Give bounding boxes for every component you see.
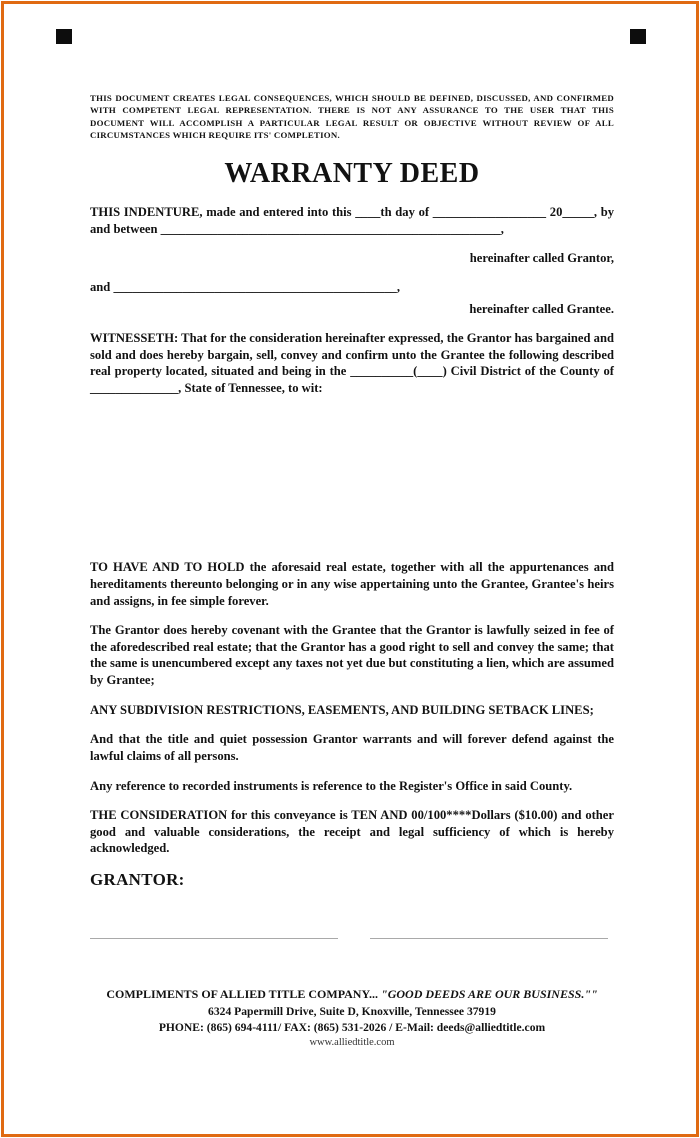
- subdivision-restrictions-paragraph: ANY SUBDIVISION RESTRICTIONS, EASEMENTS, AND BUILDING SETBACK LINES;: [90, 702, 594, 717]
- grantor-signature-line-2: [370, 924, 608, 939]
- indenture-paragraph: THIS INDENTURE, made and entered into this ____th day of __________________ 20_____, by and between ______________________________________________________,: [90, 204, 614, 236]
- registration-mark-left: [56, 29, 72, 44]
- covenant-paragraph: The Grantor does hereby covenant with the Grantee that the Grantor is lawfully seized in fee of the aforedescribed real estate; that the Grantor has a good right to sell and convey the same; that the same is unencumbered except any taxes not yet due but constituting a lien, which are assumed by Grantee;: [90, 623, 614, 688]
- signature-row: [90, 924, 614, 939]
- registration-mark-right: [630, 29, 646, 44]
- defend-claims-paragraph: And that the title and quiet possession Grantor warrants and will forever defend against the lawful claims of all persons.: [90, 732, 614, 763]
- company-footer: [90, 987, 614, 1048]
- register-office-paragraph: Any reference to recorded instruments is reference to the Register's Office in said County.: [90, 778, 573, 793]
- footer-address: 6324 Papermill Drive, Suite D, Knoxville, Tennessee 37919: [208, 1004, 496, 1018]
- footer-slogan: "GOOD DEEDS ARE OUR BUSINESS."": [381, 986, 598, 1001]
- grantee-tag-line: hereinafter called Grantee.: [469, 302, 614, 317]
- footer-website: www.alliedtitle.com: [309, 1036, 395, 1048]
- grantor-tag-line: hereinafter called Grantor,: [469, 251, 614, 266]
- grantor-signature-line-1: [90, 924, 338, 939]
- document-content: [90, 0, 614, 1048]
- footer-phone-fax-email: PHONE: (865) 694-4111/ FAX: (865) 531-2026 / E-Mail: deeds@alliedtitle.com: [158, 1020, 546, 1034]
- footer-compliments-line: [90, 987, 614, 1002]
- grantee-blank-line: and _____________________________________________,: [90, 279, 400, 294]
- consideration-paragraph: THE CONSIDERATION for this conveyance is TEN AND 00/100****Dollars ($10.00) and other good and valuable considerations, the receipt and legal sufficiency of which is hereby acknowledged.: [90, 808, 614, 856]
- document-title: WARRANTY DEED: [224, 157, 480, 189]
- witnesseth-paragraph: WITNESSETH: That for the consideration hereinafter expressed, the Grantor has bargained and sold and does hereby bargain, sell, convey and confirm unto the Grantee the following described real property located, situated and being in the __________(____) Civil District of the County of ______________, State of Tennessee, to wit:: [90, 330, 614, 395]
- grantor-label: GRANTOR:: [90, 869, 185, 889]
- property-description-blank-space: [90, 409, 614, 559]
- footer-company-name: COMPLIMENTS OF ALLIED TITLE COMPANY...: [106, 986, 382, 1001]
- legal-disclaimer: THIS DOCUMENT CREATES LEGAL CONSEQUENCES, WHICH SHOULD BE DEFINED, DISCUSSED, AND CONFIRMED WITH COMPETENT LEGAL REPRESENTATION. THERE IS NOT ANY ASSURANCE TO THE USER THAT THIS DOCUMENT WILL ACCOMPLISH A PARTICULAR LEGAL RESULT OR OBJECTIVE WITHOUT REVIEW OF ALL CIRCUMSTANCES WHICH REQUIRE ITS' COMPLETION.: [90, 93, 614, 141]
- to-have-and-to-hold-paragraph: TO HAVE AND TO HOLD the aforesaid real estate, together with all the appurtenances and hereditaments thereunto belonging or in any wise appertaining unto the Grantee, Grantee's heirs and assigns, in fee simple forever.: [90, 560, 614, 608]
